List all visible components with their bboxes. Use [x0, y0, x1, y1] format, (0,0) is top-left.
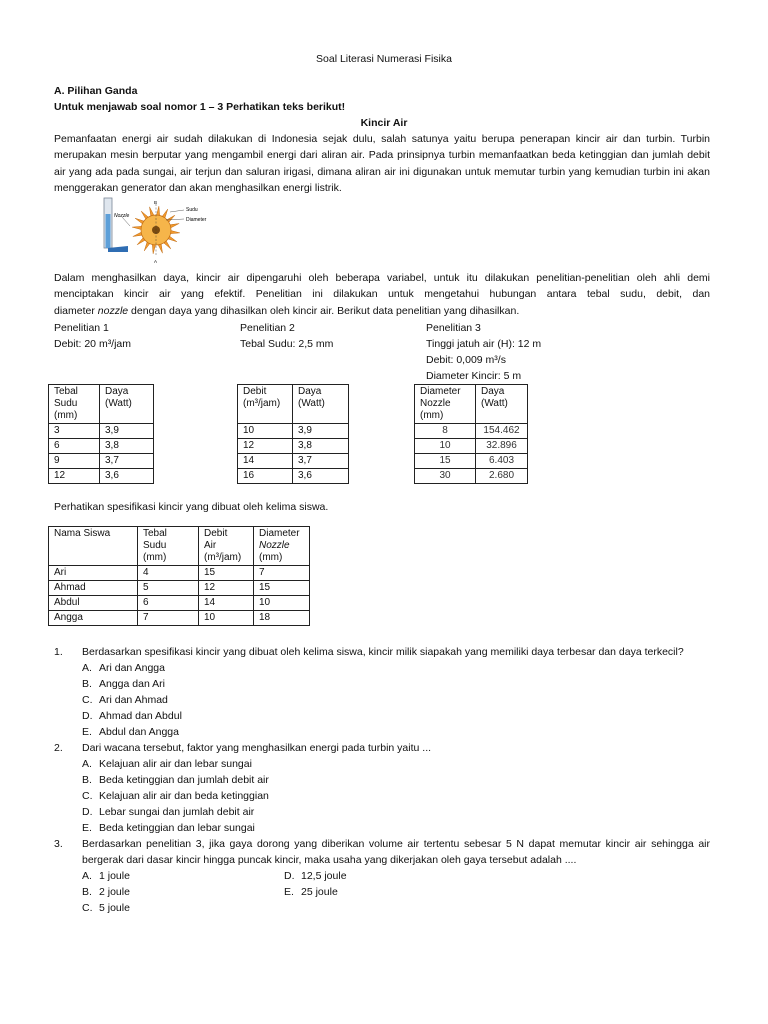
- table-cell: 3,9: [100, 424, 154, 439]
- table-header-cell: Debit Air (m³/jam): [199, 527, 254, 566]
- research-3-table: [414, 384, 528, 484]
- paragraph-line: air yang ada pada sungai, air terjun dan saluran irigasi, dimana aliran air ini digunakan untuk memutar turbin yang kemudian turbin ini akan: [54, 165, 710, 178]
- research-1-table: [48, 384, 154, 484]
- question-2-number: 2.: [54, 742, 63, 754]
- paragraph-line: menggerakan generator dan akan menghasilkan energi listrik.: [54, 182, 342, 195]
- table-cell: 15: [415, 454, 476, 469]
- question-1-text: Berdasarkan spesifikasi kincir yang dibuat oleh kelima siswa, kincir milik siapakah yang memiliki daya terbesar dan daya terkecil?: [82, 646, 684, 658]
- table-cell: 3,9: [293, 424, 349, 439]
- research-3-param: Diameter Kincir: 5 m: [426, 370, 522, 382]
- table-cell: 14: [238, 454, 293, 469]
- table-row: [49, 596, 310, 611]
- paragraph-line: [54, 303, 710, 319]
- table-cell: 12: [49, 469, 100, 484]
- table-cell: 6: [49, 439, 100, 454]
- question-1-option-e[interactable]: E. Abdul dan Angga: [82, 726, 179, 738]
- water-wheel-figure: [100, 196, 230, 266]
- question-2-option-a[interactable]: A. Kelajuan alir air dan lebar sungai: [82, 758, 252, 770]
- table-cell: 10: [199, 611, 254, 626]
- question-2-option-c[interactable]: C. Kelajuan alir air dan beda ketinggian: [82, 790, 269, 802]
- question-3-option-a[interactable]: A. 1 joule: [82, 870, 130, 882]
- question-1-number: 1.: [54, 646, 63, 658]
- question-2-option-e[interactable]: E. Beda ketinggian dan lebar sungai: [82, 822, 255, 834]
- table-row: [415, 454, 528, 469]
- table-row: [49, 424, 154, 439]
- point-b-label: B: [154, 200, 158, 205]
- table-cell: 3: [49, 424, 100, 439]
- table-cell: 7: [138, 611, 199, 626]
- table-cell: 10: [415, 439, 476, 454]
- table-cell: 3,8: [100, 439, 154, 454]
- table-header-cell: Debit (m³/jam): [238, 385, 293, 424]
- table-row: [238, 424, 349, 439]
- table-cell: 4: [138, 566, 199, 581]
- table-header-cell: Daya (Watt): [100, 385, 154, 424]
- table-header-row: [49, 527, 310, 566]
- paragraph-line: Dalam menghasilkan daya, kincir air dipengaruhi oleh beberapa variabel, untuk itu dilakukan penelitian-penelitian oleh ahli demi: [54, 272, 710, 284]
- table-header-cell: Tebal Sudu (mm): [49, 385, 100, 424]
- table-header-row: [238, 385, 349, 424]
- table-cell: 15: [199, 566, 254, 581]
- paragraph-1: [54, 131, 710, 197]
- question-3-number: 3.: [54, 838, 63, 850]
- sudu-leader: [170, 210, 184, 212]
- italic-term: nozzle: [97, 304, 129, 317]
- question-2-option-d[interactable]: D. Lebar sungai dan jumlah debit air: [82, 806, 255, 818]
- question-2-option-b[interactable]: B. Beda ketinggian dan jumlah debit air: [82, 774, 269, 786]
- reading-heading: Kincir Air: [360, 117, 408, 129]
- table-header-cell: Nama Siswa: [49, 527, 138, 566]
- document-title: Soal Literasi Numerasi Fisika: [316, 53, 452, 65]
- text-fragment: dengan daya yang dihasilkan oleh kincir air. Berikut data penelitian yang dihasilkan.: [128, 304, 520, 317]
- table-cell: 3,6: [100, 469, 154, 484]
- research-2-title: Penelitian 2: [240, 322, 295, 334]
- table-header-row: [415, 385, 528, 424]
- table-cell: 12: [238, 439, 293, 454]
- table-cell: 9: [49, 454, 100, 469]
- table-cell: 8: [415, 424, 476, 439]
- question-1-option-c[interactable]: C. Ari dan Ahmad: [82, 694, 168, 706]
- section-heading: A. Pilihan Ganda: [54, 85, 138, 97]
- nozzle-label: Nozzle: [114, 213, 130, 219]
- table-cell: 12: [199, 581, 254, 596]
- research-3-param: Debit: 0,009 m³/s: [426, 354, 506, 366]
- table-cell: 6: [138, 596, 199, 611]
- table-row: [238, 469, 349, 484]
- paragraph-2: [54, 270, 710, 319]
- question-line: bergerak dari dasar kincir hingga puncak kincir, maka usaha yang dikerjakan oleh gaya tersebut adalah ....: [82, 854, 577, 866]
- question-3-option-d[interactable]: D. 12,5 joule: [284, 870, 347, 882]
- table-cell: 6.403: [476, 454, 528, 469]
- spec-table: [48, 526, 310, 626]
- table-row: [49, 469, 154, 484]
- point-a-label: A: [154, 259, 158, 264]
- table-cell: Angga: [49, 611, 138, 626]
- question-3-text: [82, 836, 710, 868]
- question-2-text: Dari wacana tersebut, faktor yang menghasilkan energi pada turbin yaitu ...: [82, 742, 432, 754]
- research-3-title: Penelitian 3: [426, 322, 481, 334]
- table-row: [49, 611, 310, 626]
- question-3-option-b[interactable]: B. 2 joule: [82, 886, 130, 898]
- question-1-option-b[interactable]: B. Angga dan Ari: [82, 678, 165, 690]
- table-row: [238, 439, 349, 454]
- table-cell: Ahmad: [49, 581, 138, 596]
- table-header-cell: Daya (Watt): [293, 385, 349, 424]
- question-3-option-e[interactable]: E. 25 joule: [284, 886, 338, 898]
- table-row: [415, 439, 528, 454]
- table-header-cell: Diameter Nozzle (mm): [415, 385, 476, 424]
- spec-intro: Perhatikan spesifikasi kincir yang dibuat oleh kelima siswa.: [54, 501, 329, 513]
- sudu-label: Sudu: [186, 207, 198, 213]
- instruction-text: Untuk menjawab soal nomor 1 – 3 Perhatikan teks berikut!: [54, 101, 346, 113]
- table-cell: 30: [415, 469, 476, 484]
- table-row: [415, 424, 528, 439]
- paragraph-line: Pemanfaatan energi air sudah dilakukan di Indonesia sejak dulu, salah satunya yaitu berupa penerapan kincir air dan turbin. Turbin: [54, 133, 710, 145]
- table-header-row: [49, 385, 154, 424]
- research-3-param: Tinggi jatuh air (H): 12 m: [426, 338, 542, 350]
- question-line: Berdasarkan penelitian 3, jika gaya dorong yang diberikan volume air tertentu sebesar 5 N dapat memutar kincir air sehingga air: [82, 838, 710, 850]
- research-2-table: [237, 384, 349, 484]
- table-cell: 3,7: [293, 454, 349, 469]
- table-header-cell: Daya (Watt): [476, 385, 528, 424]
- table-row: [49, 454, 154, 469]
- table-header-cell: Tebal Sudu (mm): [138, 527, 199, 566]
- table-cell: 16: [238, 469, 293, 484]
- table-cell: 32.896: [476, 439, 528, 454]
- water-fill: [106, 214, 111, 248]
- table-cell: 5: [138, 581, 199, 596]
- table-cell: Ari: [49, 566, 138, 581]
- table-cell: 14: [199, 596, 254, 611]
- table-cell: Abdul: [49, 596, 138, 611]
- table-cell: 2.680: [476, 469, 528, 484]
- table-cell: 3,8: [293, 439, 349, 454]
- table-cell: 10: [238, 424, 293, 439]
- table-row: [49, 581, 310, 596]
- diameter-label: Diameter: [186, 217, 207, 223]
- research-1-param: Debit: 20 m³/jam: [54, 338, 132, 350]
- paragraph-line: menciptakan kincir air yang efektif. Penelitian ini dilakukan untuk mengetahui hubungan antara tebal sudu, debit, dan: [54, 288, 710, 301]
- question-1-option-a[interactable]: A. Ari dan Angga: [82, 662, 165, 674]
- text-fragment: diameter: [54, 304, 98, 317]
- table-row: [49, 439, 154, 454]
- table-header-cell: Diameter Nozzle (mm): [254, 527, 310, 566]
- table-cell: 10: [254, 596, 310, 611]
- paragraph-line: merupakan mesin berputar yang mengambil energi dari aliran air. Pada prinsipnya turbin memanfaatkan beda ketinggian dan jumlah debit: [54, 149, 710, 162]
- question-3-option-c[interactable]: C. 5 joule: [82, 902, 130, 914]
- question-1-option-d[interactable]: D. Ahmad dan Abdul: [82, 710, 182, 722]
- table-row: [415, 469, 528, 484]
- table-cell: 154.462: [476, 424, 528, 439]
- table-row: [238, 454, 349, 469]
- table-row: [49, 566, 310, 581]
- table-cell: 15: [254, 581, 310, 596]
- table-cell: 3,7: [100, 454, 154, 469]
- research-2-param: Tebal Sudu: 2,5 mm: [240, 338, 334, 350]
- table-cell: 3,6: [293, 469, 349, 484]
- table-cell: 18: [254, 611, 310, 626]
- research-1-title: Penelitian 1: [54, 322, 109, 334]
- table-cell: 7: [254, 566, 310, 581]
